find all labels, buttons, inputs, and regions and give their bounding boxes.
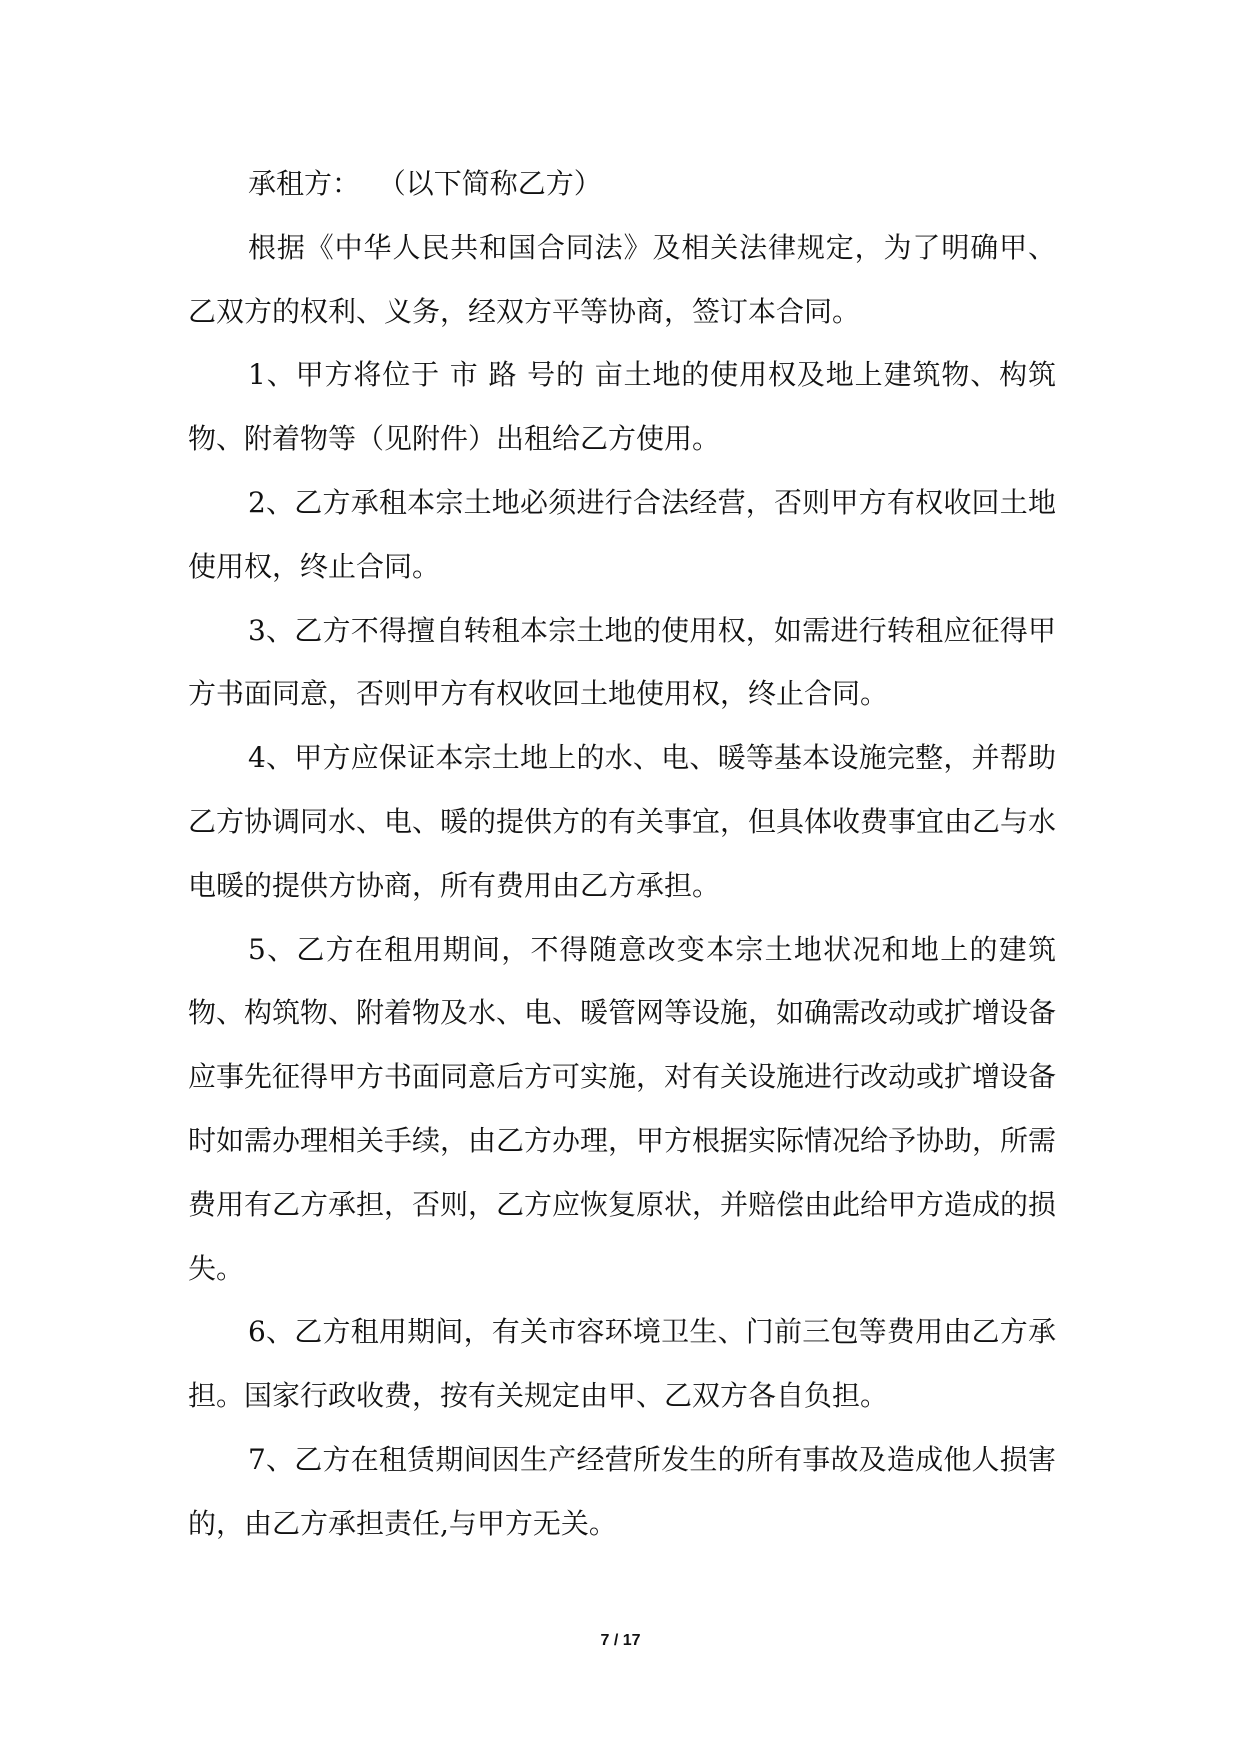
paragraph-clause-3: 3、乙方不得擅自转租本宗土地的使用权，如需进行转租应征得甲方书面同意，否则甲方有权收回土地使用权，终止合同。 <box>188 613 1056 711</box>
paragraph-preamble: 根据《中华人民共和国合同法》及相关法律规定，为了明确甲、乙双方的权利、义务，经双方平等协商，签订本合同。 <box>188 230 1056 328</box>
paragraph-clause-2: 2、乙方承租本宗土地必须进行合法经营，否则甲方有权收回土地使用权，终止合同。 <box>188 485 1056 583</box>
page-number: 7 / 17 <box>600 1632 641 1649</box>
paragraph-clause-1: 1、甲方将位于 市 路 号的 亩土地的使用权及地上建筑物、构筑物、附着物等（见附件）出租给乙方使用。 <box>188 358 1056 456</box>
paragraph-clause-6: 6、乙方租用期间，有关市容环境卫生、门前三包等费用由乙方承担。国家行政收费，按有关规定由甲、乙双方各自负担。 <box>188 1315 1056 1413</box>
paragraph-clause-7: 7、乙方在租赁期间因生产经营所发生的所有事故及造成他人损害的，由乙方承担责任,与甲方无关。 <box>188 1442 1056 1540</box>
contract-body <box>188 152 1056 1556</box>
paragraph-lessee: 承租方： （以下简称乙方） <box>248 167 602 200</box>
paragraph-clause-5: 5、乙方在租用期间，不得随意改变本宗土地状况和地上的建筑物、构筑物、附着物及水、电、暖管网等设施，如确需改动或扩增设备应事先征得甲方书面同意后方可实施，对有关设施进行改动或扩增设备时如需办理相关手续，由乙方办理，甲方根据实际情况给予协助，所需费用有乙方承担，否则，乙方应恢复原状，并赔偿由此给甲方造成的损失。 <box>188 932 1057 1285</box>
paragraph-clause-4: 4、甲方应保证本宗土地上的水、电、暖等基本设施完整，并帮助乙方协调同水、电、暖的提供方的有关事宜，但具体收费事宜由乙与水电暖的提供方协商，所有费用由乙方承担。 <box>188 741 1057 902</box>
